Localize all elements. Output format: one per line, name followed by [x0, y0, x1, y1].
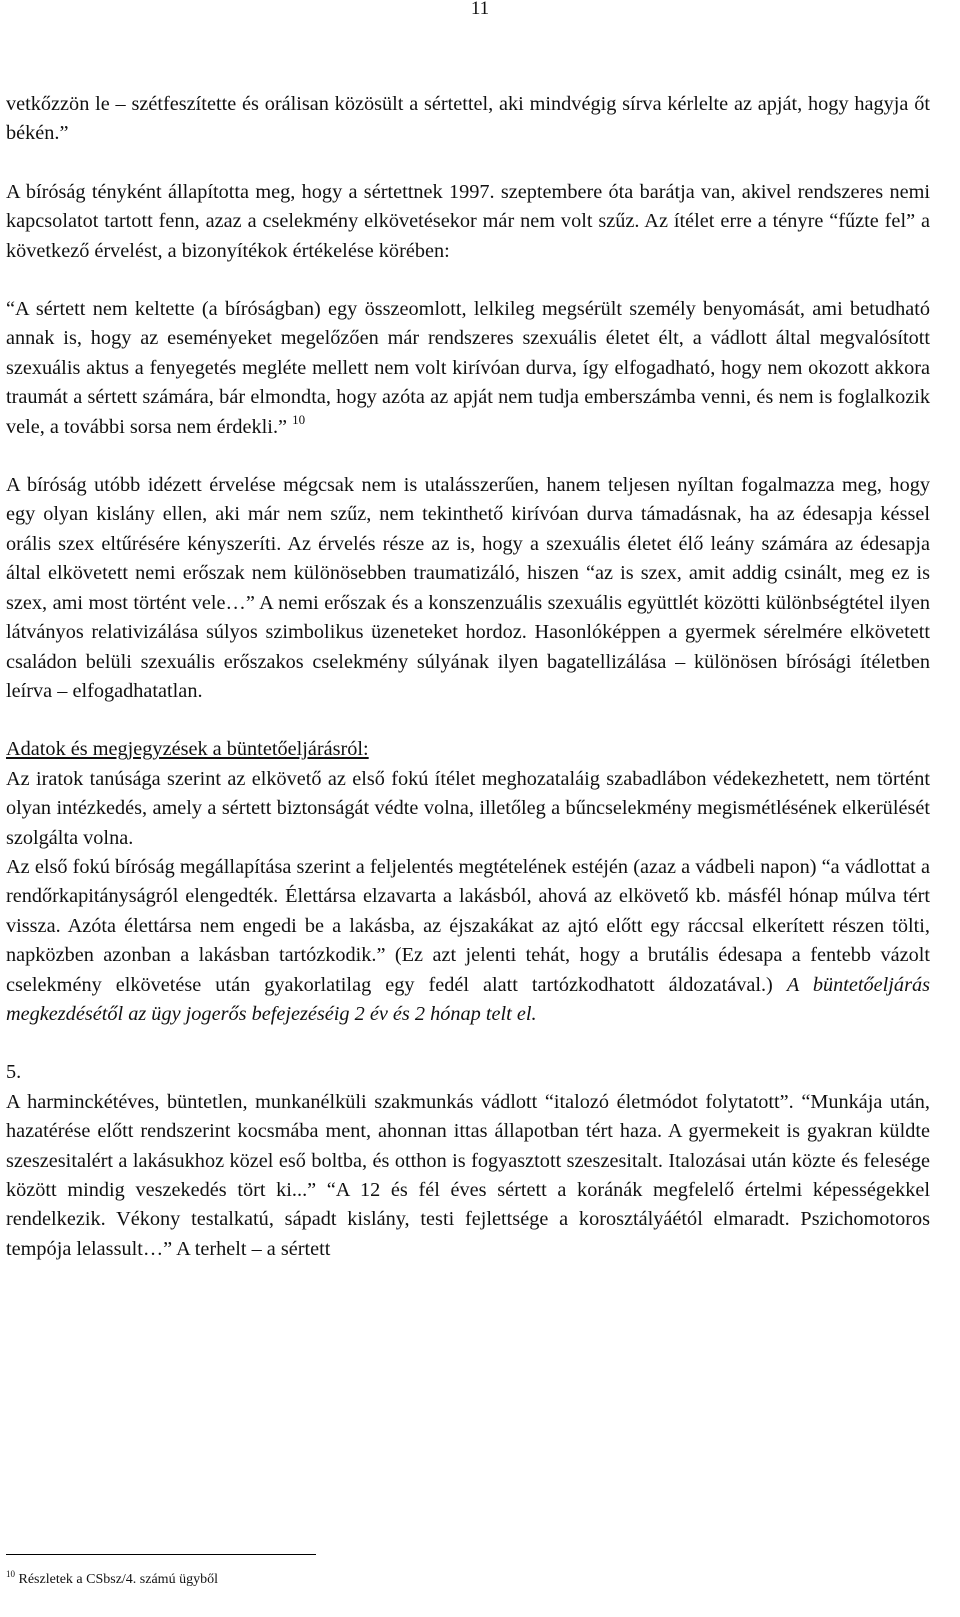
spacer — [6, 442, 930, 471]
case-number: 5. — [6, 1061, 22, 1084]
spacer — [6, 149, 930, 178]
paragraph-case-5: A harminckétéves, büntetlen, munkanélküli szakmunkás vádlott “italozó életmódot folytatott”. “Munkája után, hazatérése előtt rendszerint kocsmába ment, ahonnan ittas állapotban tért haza. A gyermekeit is gyakran küldte szeszesitalért a lakásukhoz közel eső boltba, és otthon is fogyasztott szeszesitalt. Italozásai után közte és felesége között mindig veszekedés tört ki...” “A 12 és fél éves sértett a koránák megfelelő értelmi képességekkel rendelkezik. Vékony testalkatú, sápadt kislány, testi fejlettsége a korosztályáétól elmaradt. Pszichomotoros tempója lelassult…” A terhelt – a sértett — [6, 1090, 930, 1260]
footnote-divider — [6, 1554, 316, 1555]
paragraph-text: Az első fokú bíróság megállapítása szerint a feljelentés megtételének estéjén (azaz a vádbeli napon) “a vádlottat a rendőrkapitányságról elengedték. Élettársa elzavarta a lakásból, ahová az elkövető kb. másfél hónap múlva tért vissza. Azóta élettársa nem engedi be a lakásba, az éjszakákat az ajtó előtt egy ráccsal elkerített részen tölti, napközben azonban a lakásban tartózkodik.” (Ez azt jelenti tehát, hogy a brutális édesapa a fentebb vázolt cselekmény elkövetése után gyakorlatilag egy fedél alatt tartózkodhatott áldozatával.) — [6, 855, 930, 996]
footnote-ref: 10 — [292, 411, 306, 427]
page-number: 11 — [470, 0, 490, 19]
heading-text: Adatok és megjegyzések a büntetőeljárásról: — [6, 738, 369, 761]
spacer — [6, 266, 930, 295]
paragraph-analysis: A bíróság utóbb idézett érvelése mégcsak nem is utalásszerűen, hanem teljesen nyíltan fogalmazza meg, hogy egy olyan kislány ellen, aki már nem szűz, nem tekinthető kirívóan durva támadásnak, ha az édesapja késsel orális szex eltűrésére kényszeríti. Az érvelés része az is, hogy a szexuális életet élő leány számára az édesapja által elkövetett nemi erőszak nem különösebben traumatizáló, hiszen “az is szex, amit addig csinált, meg ez is szex, ami most történt vele…” A nemi erőszak és a konszenzuális szexuális együttlét közötti különbségtétel ilyen látványos relativizálása súlyos szimbolikus üzeneteket hordoz. Hasonlóképpen a gyermek sérelmére elkövetett családon belüli szexuális erőszakos cselekmény súlyának ilyen bagatellizálása – különösen bírósági ítéletben leírva – elfogadhatatlan. — [6, 474, 930, 702]
quote-text: “A sértett nem keltette (a bíróságban) egy összeomlott, lelkileg megsérült személy benyomását, ami betudható annak is, hogy az eseményeket megelőzően már rendszeres szexuális életet élt, a vádlott által megvalósított szexuális aktus a fenyegetés megléte mellett nem volt kirívóan durva, így elfogadható, hogy nem okozott akkora traumát a sértett számára, bár elmondta, hogy azóta az apját nem tudja emberszámba venni, és nem is foglalkozik vele, a további sorsa nem érdekli.” — [6, 298, 930, 438]
paragraph-records: Az iratok tanúsága szerint az elkövető az első fokú ítélet meghozataláig szabadlábon védekezhetett, nem történt olyan intézkedés, amely a sértett biztonságát védte volna, illetőleg a bűncselekmény megismétlésének elkerülését szolgálta volna. — [6, 767, 930, 849]
paragraph-first-instance — [6, 853, 930, 1029]
footnote-text: Részletek a CSbsz/4. számú ügyből — [18, 1572, 218, 1587]
section-heading — [6, 735, 930, 764]
court-quote — [6, 295, 930, 442]
document-body — [6, 90, 930, 1264]
footnote — [6, 1571, 218, 1589]
paragraph-italic: A büntetőeljárás megkezdésétől az ügy jogerős befejezéséig 2 év és 2 hónap telt el. — [6, 973, 930, 1025]
paragraph-continuation: vetkőzzön le – szétfeszítette és orálisan közösült a sértettel, aki mindvégig sírva kérlelte az apját, hogy hagyja őt békén.” — [6, 93, 930, 145]
paragraph-findings: A bíróság tényként állapította meg, hogy a sértettnek 1997. szeptembere óta barátja van, akivel rendszeres nemi kapcsolatot tartott fenn, azaz a cselekmény elkövetésekor már nem volt szűz. Az ítélet erre a tényre “fűzte fel” a következő érvelést, a bizonyítékok értékelése körében: — [6, 180, 930, 262]
spacer — [6, 706, 930, 735]
footnote-number: 10 — [6, 1569, 15, 1579]
spacer — [6, 1029, 930, 1058]
